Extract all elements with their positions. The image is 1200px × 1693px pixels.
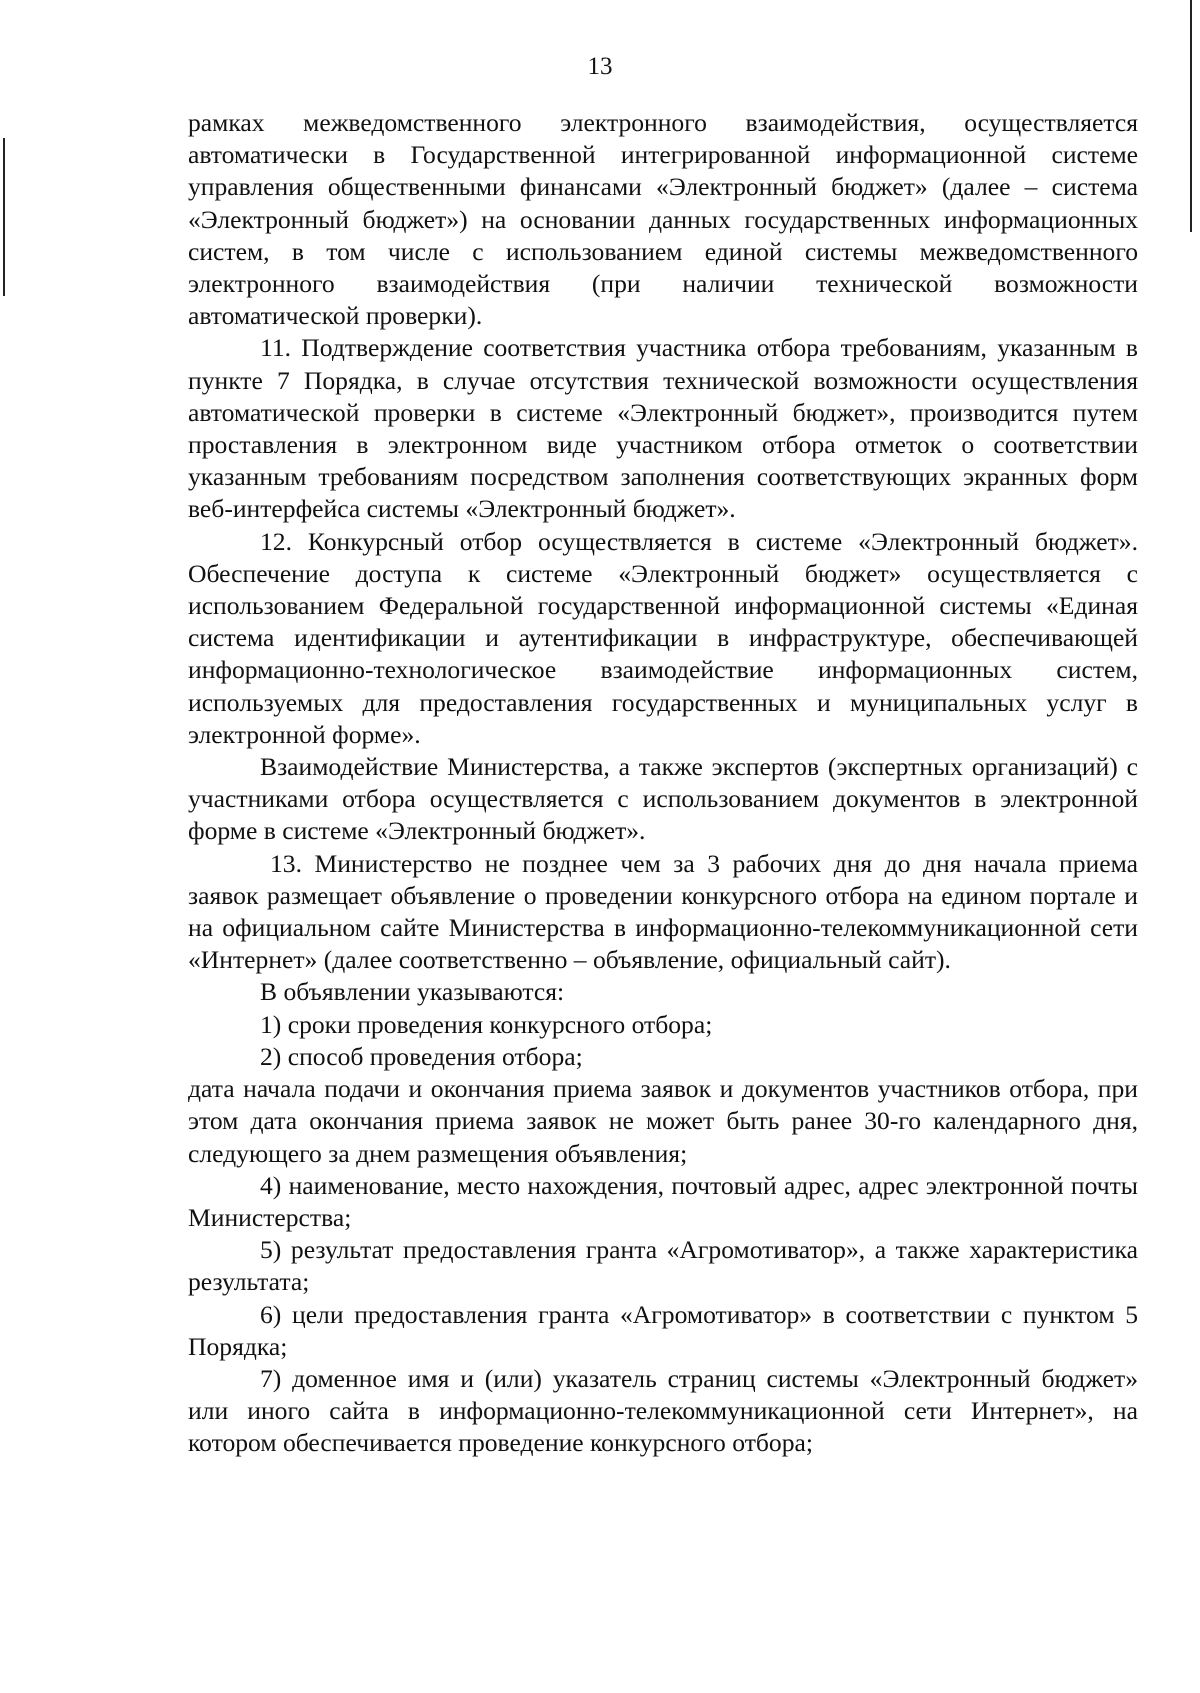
list-item-dates: дата начала подачи и окончания приема заявок и документов участников отбора, при этом дата окончания приема заявок не может быть ранее 30-го календарного дня, следующего за днем размещения объявления; bbox=[188, 1074, 1138, 1168]
paragraph-item-13: 13. Министерство не позднее чем за 3 рабочих дня до дня начала приема заявок размещает объявление о проведении конкурсного отбора на едином портале и на официальном сайте Министерства в информационно-телекоммуникационной сети «Интернет» (далее соответственно – объявление, официальный сайт). bbox=[188, 848, 1138, 975]
list-item-6: 6) цели предоставления гранта «Агромотиватор» в соответствии с пунктом 5 Порядка; bbox=[188, 1299, 1138, 1361]
scan-edge-mark-left bbox=[3, 138, 5, 296]
document-body bbox=[188, 107, 1138, 1460]
list-item-5: 5) результат предоставления гранта «Агромотиватор», а также характеристика результата; bbox=[188, 1235, 1138, 1297]
list-item-1: 1) сроки проведения конкурсного отбора; bbox=[260, 1009, 713, 1039]
page-number: 13 bbox=[587, 53, 613, 80]
paragraph-continuation: рамках межведомственного электронного взаимодействия, осуществляется автоматически в Государственной интегрированной информационной системе управления общественными финансами «Электронный бюджет» (далее – система «Электронный бюджет») на основании данных государственных информационных систем, в том числе с использованием единой системы межведомственного электронного взаимодействия (при наличии технической возможности автоматической проверки). bbox=[188, 108, 1138, 331]
scan-edge-mark-right bbox=[1190, 0, 1192, 232]
paragraph-item-12: 12. Конкурсный отбор осуществляется в системе «Электронный бюджет». Обеспечение доступа к системе «Электронный бюджет» осуществляется с использованием Федеральной государственной информационной системы «Единая система идентификации и аутентификации в инфраструктуре, обеспечивающей информационно-технологическое взаимодействие информационных систем, используемых для предоставления государственных и муниципальных услуг в электронной форме». bbox=[188, 526, 1138, 749]
list-item-2: 2) способ проведения отбора; bbox=[260, 1041, 583, 1071]
paragraph-announcement-intro: В объявлении указываются: bbox=[260, 977, 565, 1007]
paragraph-interaction: Взаимодействие Министерства, а также экспертов (экспертных организаций) с участниками отбора осуществляется с использованием документов в электронной форме в системе «Электронный бюджет». bbox=[188, 752, 1138, 846]
list-item-7: 7) доменное имя и (или) указатель страниц системы «Электронный бюджет» или иного сайта в информационно-телекоммуникационной сети Интернет», на котором обеспечивается проведение конкурсного отбора; bbox=[188, 1363, 1138, 1458]
list-item-4: 4) наименование, место нахождения, почтовый адрес, адрес электронной почты Министерства; bbox=[188, 1170, 1138, 1232]
paragraph-item-11: 11. Подтверждение соответствия участника отбора требованиям, указанным в пункте 7 Порядка, в случае отсутствия технической возможности осуществления автоматической проверки в системе «Электронный бюджет», производится путем проставления в электронном виде участником отбора отметок о соответствии указанным требованиям посредством заполнения соответствующих экранных форм веб-интерфейса системы «Электронный бюджет». bbox=[188, 333, 1138, 524]
